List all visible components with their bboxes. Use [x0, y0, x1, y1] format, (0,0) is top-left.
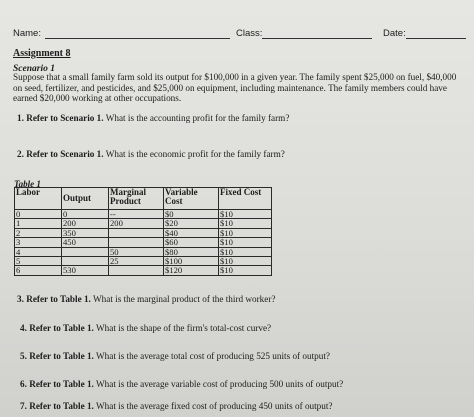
question-1 — [17, 113, 289, 123]
table-row — [15, 210, 272, 219]
class-field[interactable] — [262, 38, 372, 39]
table-cell: $10 — [219, 228, 272, 237]
name-field[interactable] — [45, 38, 230, 39]
question-text: What is the accounting profit for the family farm? — [105, 113, 290, 123]
date-field[interactable] — [406, 38, 466, 39]
scenario-text: Suppose that a small family farm sold its output for $100,000 in a given year. The family spent $25,000 on fuel, $40,000 on seed, fertilizer, and pesticides, and $25,000 on equipment, including maintenance. The family members could have earned $20,000 working at other occupations. — [13, 72, 457, 104]
table-cell: $100 — [164, 257, 219, 266]
table-cell — [109, 228, 164, 237]
question-number: 2. — [17, 149, 24, 159]
question-number: 7. — [20, 401, 27, 411]
table-cell: $80 — [164, 247, 219, 256]
question-3 — [17, 294, 276, 304]
table-cell: $10 — [219, 219, 272, 228]
table-cell — [62, 247, 109, 256]
table-cell: $10 — [219, 257, 272, 266]
table-cell: 450 — [62, 238, 109, 247]
table-cell: 3 — [15, 238, 62, 247]
question-text: What is the economic profit for the family farm? — [105, 149, 285, 159]
table-cell: 2 — [15, 228, 62, 237]
question-number: 5. — [20, 351, 27, 361]
question-ref: Refer to Table 1. — [26, 294, 91, 304]
table-row — [15, 238, 272, 247]
table-cell: 530 — [62, 266, 109, 275]
table-cell: 6 — [15, 266, 62, 275]
question-text: What is the average total cost of producing 525 units of output? — [95, 351, 330, 361]
table-title: Table 1 — [14, 179, 41, 189]
question-text: What is the marginal product of the third worker? — [92, 294, 276, 304]
table-cell: 200 — [109, 219, 164, 228]
column-header: Fixed Cost — [219, 188, 272, 210]
question-ref: Refer to Table 1. — [29, 351, 94, 361]
question-number: 1. — [17, 113, 24, 123]
column-header: Variable Cost — [164, 188, 219, 210]
question-ref: Refer to Table 1. — [29, 401, 94, 411]
question-ref: Refer to Table 1. — [29, 379, 94, 389]
table-cell: 0 — [62, 210, 109, 219]
table-cell: 350 — [62, 228, 109, 237]
question-2 — [17, 149, 285, 159]
table-cell: $10 — [219, 238, 272, 247]
table-row — [15, 266, 272, 275]
question-number: 4. — [20, 323, 27, 333]
table-cell: 200 — [62, 219, 109, 228]
question-number: 3. — [17, 294, 24, 304]
table-cell: -- — [109, 210, 164, 219]
table-cell: $20 — [164, 219, 219, 228]
question-text: What is the average fixed cost of producing 450 units of output? — [95, 401, 333, 411]
table-cell: $120 — [164, 266, 219, 275]
table-cell: 25 — [109, 257, 164, 266]
question-text: What is the average variable cost of producing 500 units of output? — [95, 379, 344, 389]
question-ref: Refer to Scenario 1. — [26, 149, 104, 159]
question-number: 6. — [20, 379, 27, 389]
table-header-row — [15, 188, 272, 210]
table-cell: $10 — [219, 210, 272, 219]
table-cell: 1 — [15, 219, 62, 228]
table-cell: $40 — [164, 228, 219, 237]
question-7 — [20, 401, 333, 411]
question-ref: Refer to Table 1. — [29, 323, 94, 333]
column-header: Output — [62, 188, 109, 210]
table-cell: $60 — [164, 238, 219, 247]
assignment-title: Assignment 8 — [13, 48, 71, 59]
scenario-title: Scenario 1 — [13, 64, 55, 74]
table-cell — [109, 238, 164, 247]
question-5 — [20, 351, 330, 361]
question-text: What is the shape of the firm's total-cost curve? — [95, 323, 272, 333]
name-label: Name: — [13, 28, 41, 39]
table-cell — [109, 266, 164, 275]
table-cell: 0 — [15, 210, 62, 219]
table-cell: 50 — [109, 247, 164, 256]
column-header: Labor — [15, 188, 62, 210]
date-label: Date: — [383, 28, 406, 39]
table-row — [15, 247, 272, 256]
data-table — [14, 187, 272, 276]
question-4 — [20, 323, 271, 333]
table-cell: 5 — [15, 257, 62, 266]
question-ref: Refer to Scenario 1. — [26, 113, 104, 123]
question-6 — [20, 379, 343, 389]
table-cell: $0 — [164, 210, 219, 219]
class-label: Class: — [236, 28, 263, 39]
table-row — [15, 257, 272, 266]
table-cell: $10 — [219, 247, 272, 256]
table-cell: $10 — [219, 266, 272, 275]
table-row — [15, 228, 272, 237]
table-row — [15, 219, 272, 228]
column-header: Marginal Product — [109, 188, 164, 210]
table-cell: 4 — [15, 247, 62, 256]
